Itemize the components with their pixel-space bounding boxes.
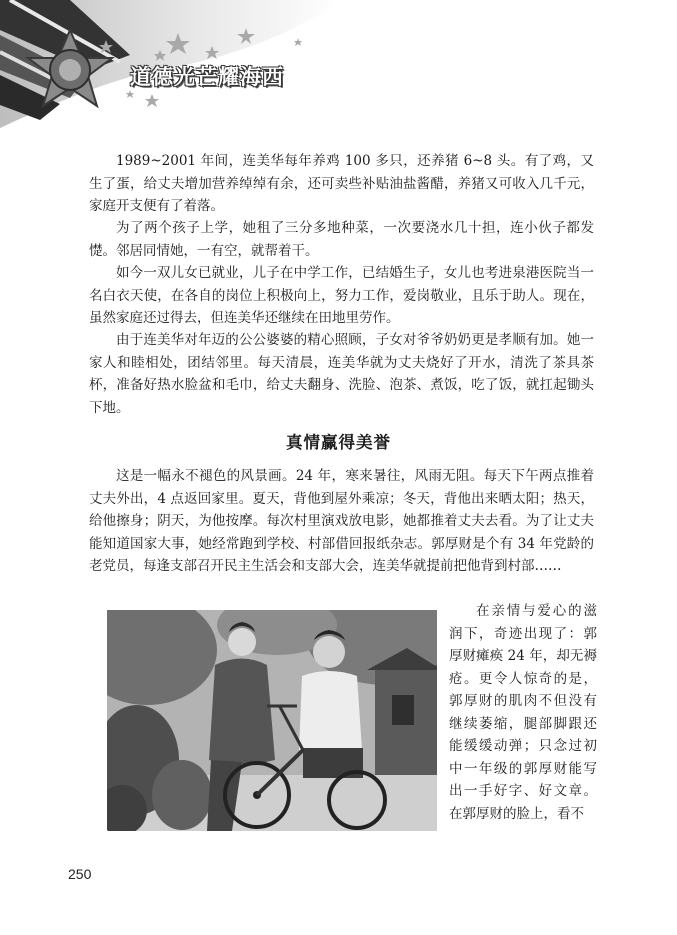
paragraph: 在亲情与爱心的滋润下，奇迹出现了：郭厚财瘫痪 24 年，却无褥疮。更令人惊奇的是，郭厚财的肌肉不但没有继续萎缩，腿部脚跟还能缓缓动弹；只念过初中一年级的郭厚财能写出一手好字、好文章。在郭厚财的脸上，看不 [449, 603, 597, 822]
paragraph: 1989~2001 年间，连美华每年养鸡 100 多只，还养猪 6~8 头。有了鸡，又生了蛋，给丈夫增加营养绰绰有余，还可卖些补贴油盐酱醋，养猪又可收入几千元，家庭开支便有了着落。 [89, 153, 594, 214]
paragraph: 如今一双儿女已就业，儿子在中学工作，已结婚生子，女儿也考进泉港医院当一名白衣天使，在各自的岗位上积极向上，努力工作，爱岗敬业，且乐于助人。现在，虽然家庭还过得去，但连美华还继续在田地里劳作。 [89, 265, 594, 326]
header-title: 道德光芒耀海西 [130, 65, 284, 89]
page-header [0, 0, 677, 140]
photo [107, 610, 437, 831]
paragraph: 这是一幅永不褪色的风景画。24 年，寒来暑往，风雨无阻。每天下午两点推着丈夫外出，4 点返回家里。夏天，背他到屋外乘凉；冬天，背他出来晒太阳；热天，给他擦身；阴天，为他按摩。每次村里演戏放电影，她都推着丈夫去看。为了让丈夫能知道国家大事，她经常跑到学校、村部借回报纸杂志。郭厚财是个有 34 年党龄的老党员，每逢支部召开民主生活会和支部大会，连美华就提前把他背到村部…… [89, 468, 594, 574]
section-heading: 真情赢得美誉 [286, 433, 391, 452]
header-decoration [0, 0, 677, 140]
paragraph: 为了两个孩子上学，她租了三分多地种菜，一次要浇水几十担，连小伙子都发憷。邻居同情她，一有空，就帮着干。 [89, 220, 594, 259]
paragraph: 由于连美华对年迈的公公婆婆的精心照顾，子女对爷爷奶奶更是孝顺有加。她一家人和睦相处，团结邻里。每天清晨，连美华就为丈夫烧好了开水，清洗了茶具茶杯，准备好热水脸盆和毛巾，给丈夫翻身、洗脸、泡茶、煮饭，吃了饭，就扛起锄头下地。 [89, 332, 594, 416]
page-number: 250 [68, 866, 92, 882]
